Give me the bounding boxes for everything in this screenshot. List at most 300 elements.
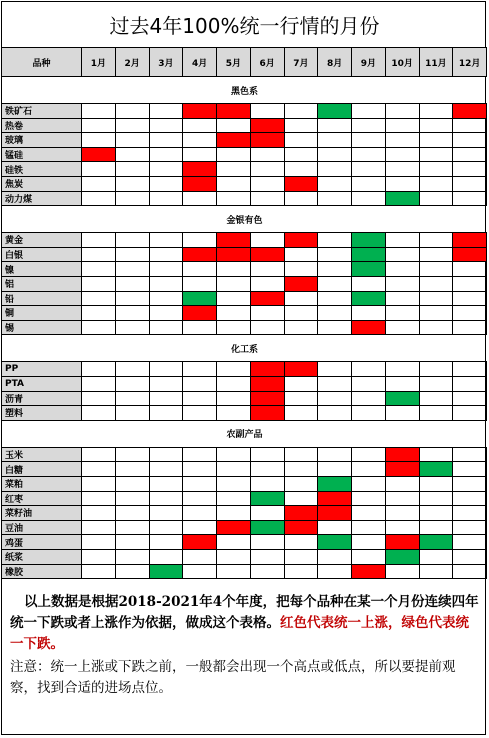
month-cell [318, 292, 352, 307]
month-cell [150, 292, 184, 307]
month-cell [150, 565, 184, 580]
month-cell [318, 521, 352, 536]
header-month: 10月 [386, 48, 420, 77]
month-cell [116, 565, 150, 580]
month-cell [150, 148, 184, 163]
month-cell [386, 492, 420, 507]
month-cell [183, 306, 217, 321]
month-cell [217, 262, 251, 277]
header-month: 1月 [82, 48, 116, 77]
month-cell [217, 565, 251, 580]
month-cell [116, 177, 150, 192]
month-cell [420, 233, 454, 248]
row-label: 黄金 [2, 233, 82, 248]
month-cell [82, 148, 116, 163]
header-month: 3月 [150, 48, 184, 77]
month-cell [420, 492, 454, 507]
month-cell [420, 321, 454, 336]
month-cell [386, 262, 420, 277]
month-cell [217, 492, 251, 507]
month-cell [116, 462, 150, 477]
month-cell [285, 104, 319, 119]
month-cell [251, 104, 285, 119]
month-cell [183, 506, 217, 521]
month-cell [352, 148, 386, 163]
month-cell [453, 162, 487, 177]
notes [10, 592, 480, 699]
header-month: 7月 [285, 48, 319, 77]
month-cell [217, 462, 251, 477]
month-cell [251, 148, 285, 163]
month-cell [420, 565, 454, 580]
month-cell [217, 362, 251, 377]
month-cell [82, 448, 116, 463]
month-cell [150, 233, 184, 248]
month-cell [183, 248, 217, 263]
month-cell [453, 262, 487, 277]
note-main-text: 以上数据是根据2018-2021年4个年度，把每个品种在某一个月份连续四年统一下跌或者上涨作为依据，做成这个表格。 [10, 594, 479, 631]
month-cell [251, 521, 285, 536]
month-cell [251, 192, 285, 207]
month-cell [82, 119, 116, 134]
month-cell [285, 535, 319, 550]
month-cell [318, 321, 352, 336]
month-cell [116, 292, 150, 307]
month-cell [285, 550, 319, 565]
month-cell [217, 321, 251, 336]
month-cell [183, 550, 217, 565]
month-cell [420, 248, 454, 263]
month-cell [183, 377, 217, 392]
row-label: 锡 [2, 321, 82, 336]
month-cell [386, 448, 420, 463]
month-cell [318, 377, 352, 392]
month-cell [217, 392, 251, 407]
month-cell [82, 492, 116, 507]
month-cell [420, 162, 454, 177]
month-cell [285, 292, 319, 307]
header-month: 12月 [453, 48, 487, 77]
row-label: 沥青 [2, 392, 82, 407]
month-cell [285, 565, 319, 580]
month-cell [318, 462, 352, 477]
month-cell [251, 306, 285, 321]
month-cell [82, 377, 116, 392]
month-cell [420, 448, 454, 463]
row-label: 铜 [2, 306, 82, 321]
month-cell [352, 104, 386, 119]
month-cell [217, 148, 251, 163]
month-cell [285, 506, 319, 521]
month-cell [82, 192, 116, 207]
month-cell [183, 192, 217, 207]
month-cell [183, 233, 217, 248]
month-cell [150, 119, 184, 134]
month-cell [453, 462, 487, 477]
header-month: 8月 [318, 48, 352, 77]
month-cell [150, 362, 184, 377]
month-cell [251, 377, 285, 392]
month-cell [318, 248, 352, 263]
month-cell [318, 233, 352, 248]
month-cell [318, 535, 352, 550]
month-cell [285, 362, 319, 377]
month-cell [318, 448, 352, 463]
month-cell [183, 492, 217, 507]
month-cell [217, 233, 251, 248]
month-cell [82, 248, 116, 263]
month-cell [318, 133, 352, 148]
row-label: 热卷 [2, 119, 82, 134]
month-cell [453, 392, 487, 407]
month-cell [453, 492, 487, 507]
month-cell [453, 192, 487, 207]
month-cell [453, 233, 487, 248]
month-cell [116, 306, 150, 321]
month-cell [150, 248, 184, 263]
month-cell [82, 462, 116, 477]
month-cell [453, 104, 487, 119]
month-cell [116, 448, 150, 463]
note-green-text: 绿色代表统一下跌。 [10, 615, 469, 652]
month-cell [116, 133, 150, 148]
month-cell [285, 119, 319, 134]
month-cell [386, 377, 420, 392]
month-cell [183, 162, 217, 177]
month-cell [285, 133, 319, 148]
month-cell [251, 477, 285, 492]
month-cell [352, 192, 386, 207]
month-cell [420, 119, 454, 134]
month-cell [352, 506, 386, 521]
month-cell [217, 306, 251, 321]
row-label: 焦炭 [2, 177, 82, 192]
month-cell [453, 406, 487, 421]
month-cell [150, 477, 184, 492]
month-cell [217, 535, 251, 550]
month-cell [183, 177, 217, 192]
month-cell [150, 492, 184, 507]
month-cell [183, 535, 217, 550]
month-cell [183, 133, 217, 148]
month-cell [150, 321, 184, 336]
month-cell [453, 248, 487, 263]
month-cell [318, 362, 352, 377]
month-cell [183, 104, 217, 119]
month-cell [82, 565, 116, 580]
month-cell [285, 162, 319, 177]
month-cell [386, 148, 420, 163]
month-cell [352, 565, 386, 580]
month-cell [420, 292, 454, 307]
month-cell [453, 362, 487, 377]
month-cell [453, 306, 487, 321]
month-cell [453, 377, 487, 392]
month-cell [251, 277, 285, 292]
month-cell [420, 521, 454, 536]
month-cell [352, 306, 386, 321]
month-cell [318, 492, 352, 507]
row-label: 橡胶 [2, 565, 82, 580]
month-cell [251, 565, 285, 580]
section-title: 黑色系 [2, 77, 487, 104]
month-cell [285, 148, 319, 163]
month-cell [318, 550, 352, 565]
month-cell [183, 477, 217, 492]
month-cell [318, 506, 352, 521]
month-cell [318, 277, 352, 292]
month-cell [150, 535, 184, 550]
month-cell [386, 233, 420, 248]
table-frame [1, 1, 486, 735]
month-cell [116, 248, 150, 263]
month-cell [386, 462, 420, 477]
month-cell [150, 462, 184, 477]
month-cell [150, 392, 184, 407]
month-cell [82, 406, 116, 421]
month-cell [386, 133, 420, 148]
month-cell [386, 392, 420, 407]
month-cell [217, 192, 251, 207]
month-cell [352, 535, 386, 550]
month-cell [116, 321, 150, 336]
month-cell [352, 477, 386, 492]
month-cell [420, 192, 454, 207]
month-cell [386, 192, 420, 207]
month-cell [82, 162, 116, 177]
month-cell [150, 448, 184, 463]
month-cell [386, 362, 420, 377]
month-cell [386, 248, 420, 263]
row-label: 豆油 [2, 521, 82, 536]
month-cell [386, 406, 420, 421]
month-cell [251, 177, 285, 192]
month-cell [116, 192, 150, 207]
month-cell [318, 406, 352, 421]
month-cell [318, 392, 352, 407]
month-cell [285, 377, 319, 392]
month-cell [285, 321, 319, 336]
month-cell [386, 292, 420, 307]
row-label: 玻璃 [2, 133, 82, 148]
month-cell [352, 133, 386, 148]
month-cell [217, 119, 251, 134]
month-cell [386, 506, 420, 521]
month-cell [251, 406, 285, 421]
month-cell [352, 321, 386, 336]
month-cell [352, 462, 386, 477]
month-cell [150, 104, 184, 119]
row-label: 锰硅 [2, 148, 82, 163]
row-label: 铝 [2, 277, 82, 292]
month-cell [116, 377, 150, 392]
month-cell [217, 248, 251, 263]
month-cell [251, 133, 285, 148]
month-cell [386, 104, 420, 119]
page-title: 过去4年100%统一行情的月份 [2, 2, 487, 48]
month-cell [453, 148, 487, 163]
month-cell [453, 521, 487, 536]
month-cell [318, 192, 352, 207]
row-label: 镍 [2, 262, 82, 277]
month-cell [318, 477, 352, 492]
month-cell [251, 362, 285, 377]
month-cell [116, 406, 150, 421]
month-cell [183, 392, 217, 407]
month-cell [352, 392, 386, 407]
month-cell [251, 462, 285, 477]
month-cell [318, 565, 352, 580]
header-label: 品种 [2, 48, 82, 77]
month-cell [251, 233, 285, 248]
month-cell [453, 277, 487, 292]
month-cell [285, 477, 319, 492]
month-cell [352, 448, 386, 463]
row-label: PP [2, 362, 82, 377]
month-cell [251, 492, 285, 507]
month-cell [82, 362, 116, 377]
month-cell [116, 148, 150, 163]
month-cell [352, 277, 386, 292]
month-cell [352, 262, 386, 277]
row-label: 玉米 [2, 448, 82, 463]
month-cell [285, 177, 319, 192]
month-cell [251, 321, 285, 336]
month-cell [150, 277, 184, 292]
month-cell [82, 306, 116, 321]
month-cell [453, 177, 487, 192]
month-cell [183, 406, 217, 421]
month-cell [352, 362, 386, 377]
month-cell [82, 521, 116, 536]
month-cell [420, 277, 454, 292]
month-cell [251, 292, 285, 307]
month-cell [251, 262, 285, 277]
month-cell [352, 492, 386, 507]
month-cell [352, 177, 386, 192]
note-red-text: 红色代表统一上涨， [280, 615, 402, 631]
month-cell [116, 233, 150, 248]
row-label: 菜籽油 [2, 506, 82, 521]
month-cell [352, 233, 386, 248]
month-cell [318, 177, 352, 192]
header-month: 6月 [251, 48, 285, 77]
month-cell [251, 550, 285, 565]
month-cell [116, 550, 150, 565]
month-cell [150, 521, 184, 536]
month-cell [420, 262, 454, 277]
month-cell [318, 104, 352, 119]
month-cell [150, 406, 184, 421]
month-cell [420, 535, 454, 550]
month-cell [251, 448, 285, 463]
month-cell [420, 133, 454, 148]
month-cell [82, 104, 116, 119]
month-cell [116, 477, 150, 492]
month-cell [150, 192, 184, 207]
month-cell [453, 506, 487, 521]
month-cell [453, 292, 487, 307]
month-cell [352, 550, 386, 565]
month-cell [285, 492, 319, 507]
month-cell [386, 521, 420, 536]
month-cell [150, 377, 184, 392]
month-cell [82, 392, 116, 407]
row-label: PTA [2, 377, 82, 392]
month-cell [116, 277, 150, 292]
month-cell [420, 462, 454, 477]
month-cell [150, 550, 184, 565]
month-cell [420, 177, 454, 192]
month-cell [82, 550, 116, 565]
month-cell [82, 233, 116, 248]
month-cell [352, 377, 386, 392]
month-cell [420, 362, 454, 377]
month-cell [217, 406, 251, 421]
month-cell [386, 477, 420, 492]
month-cell [82, 277, 116, 292]
month-cell [285, 248, 319, 263]
month-cell [420, 148, 454, 163]
month-cell [251, 248, 285, 263]
month-cell [251, 535, 285, 550]
month-cell [386, 565, 420, 580]
month-cell [183, 262, 217, 277]
row-label: 白糖 [2, 462, 82, 477]
month-cell [82, 321, 116, 336]
month-cell [217, 177, 251, 192]
month-cell [116, 535, 150, 550]
month-cell [285, 521, 319, 536]
month-cell [82, 133, 116, 148]
month-cell [386, 177, 420, 192]
month-cell [352, 292, 386, 307]
month-cell [386, 119, 420, 134]
month-cell [183, 321, 217, 336]
month-cell [183, 148, 217, 163]
header-month: 5月 [217, 48, 251, 77]
month-cell [217, 162, 251, 177]
month-cell [285, 392, 319, 407]
month-cell [150, 133, 184, 148]
month-cell [318, 148, 352, 163]
row-label: 白银 [2, 248, 82, 263]
month-cell [183, 292, 217, 307]
month-cell [420, 104, 454, 119]
month-cell [116, 104, 150, 119]
section-title: 农副产品 [2, 421, 487, 448]
month-cell [386, 321, 420, 336]
month-cell [116, 119, 150, 134]
month-cell [251, 506, 285, 521]
month-cell [217, 377, 251, 392]
month-cell [82, 506, 116, 521]
month-cell [453, 477, 487, 492]
month-cell [150, 506, 184, 521]
month-cell [183, 277, 217, 292]
month-cell [116, 392, 150, 407]
month-cell [386, 535, 420, 550]
month-cell [251, 119, 285, 134]
month-cell [150, 177, 184, 192]
month-cell [116, 362, 150, 377]
month-cell [352, 162, 386, 177]
month-cell [386, 162, 420, 177]
month-cell [183, 448, 217, 463]
header-month: 4月 [183, 48, 217, 77]
row-label: 鸡蛋 [2, 535, 82, 550]
row-label: 塑料 [2, 406, 82, 421]
